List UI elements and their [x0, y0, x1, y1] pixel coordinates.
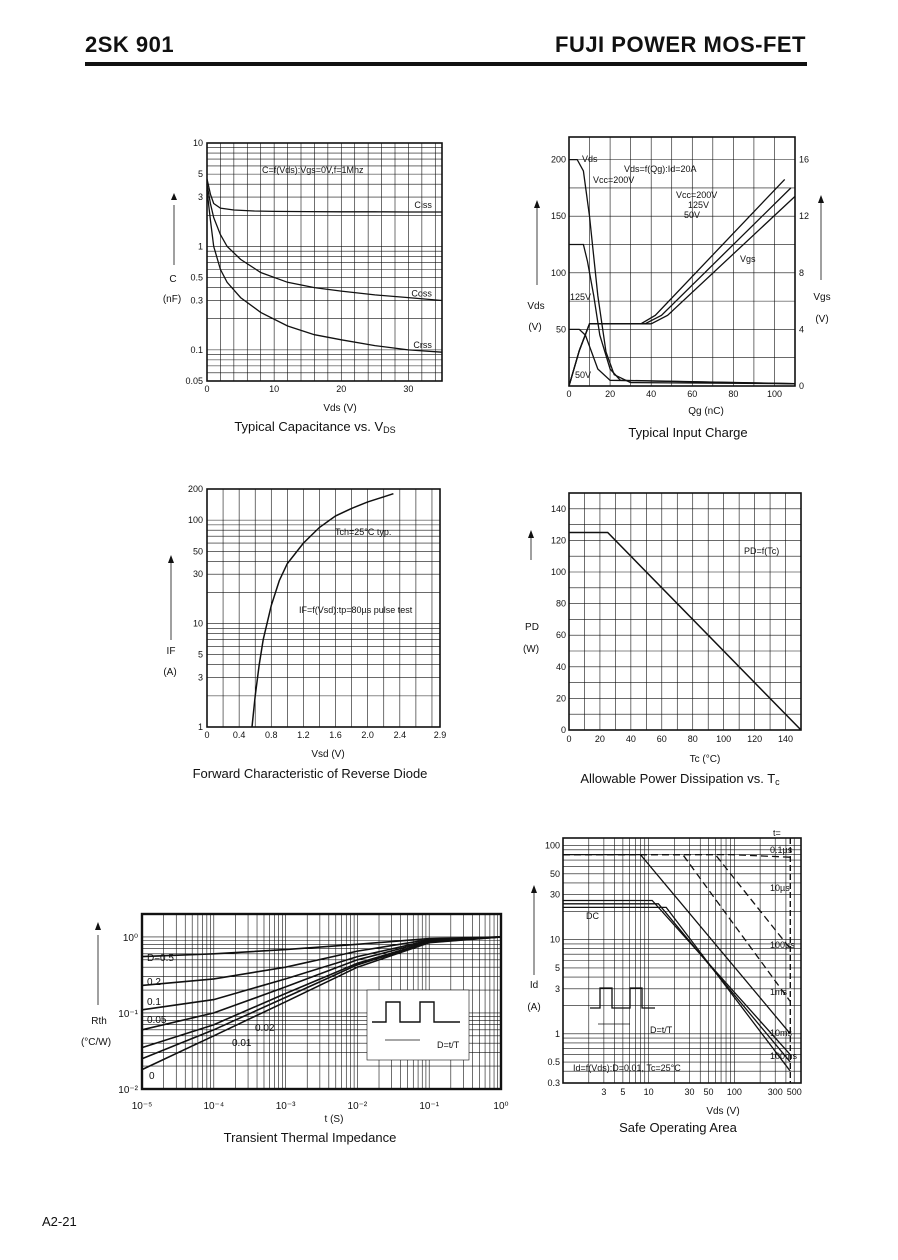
- qg-xtick-2: 40: [646, 389, 657, 399]
- cap-xtick-3: 30: [403, 384, 414, 394]
- qg-series-vgs-125v: [569, 188, 791, 386]
- cap-series-label-ciss: Ciss: [414, 200, 432, 211]
- pd-axis-arrow-head: [528, 530, 534, 538]
- soa-inset-label: D=t/T: [650, 1025, 673, 1035]
- diode-xtick-6: 2.4: [393, 730, 407, 740]
- pd-ylabel: PD: [525, 622, 539, 633]
- qg-annotation: Vds=f(Qg):Id=20A: [624, 164, 697, 174]
- qg-curve-label-6: 50V: [575, 370, 592, 380]
- soa-axis-arrow-head: [531, 885, 537, 893]
- qg-title: Typical Input Charge: [628, 425, 748, 440]
- diode-annotation-temp: Tch=25°C typ.: [335, 527, 392, 537]
- diode-xtick-5: 2.0: [361, 730, 374, 740]
- qg-ytick-right-0: 0: [799, 381, 805, 391]
- chart-power-dissipation: [523, 493, 801, 787]
- soa-t-label: t=: [773, 828, 781, 838]
- diode-ylabel: IF: [166, 646, 176, 657]
- qg-ytick-right-4: 16: [799, 154, 810, 165]
- diode-axis-arrow-head: [168, 555, 174, 563]
- qg-xtick-5: 100: [766, 389, 782, 399]
- soa-title: Safe Operating Area: [619, 1120, 737, 1135]
- zth-series-label-d-0-5: D=0.5: [147, 953, 174, 964]
- soa-pulse-label-1: 10µs: [770, 883, 790, 893]
- cap-series-coss: [207, 184, 442, 300]
- zth-axis-arrow-head: [95, 922, 101, 930]
- pd-ytick-5: 100: [550, 567, 566, 577]
- soa-xtick-7: 500: [786, 1087, 802, 1097]
- cap-series-label-crss: Crss: [413, 340, 432, 351]
- diode-xlabel: Vsd (V): [311, 749, 345, 760]
- pd-ytick-1: 20: [555, 693, 566, 704]
- diode-ytick-2: 50: [192, 546, 203, 557]
- cap-ylabel: C: [169, 274, 177, 285]
- qg-xtick-4: 80: [728, 389, 739, 399]
- datasheet-title: FUJI POWER MOS-FET: [555, 32, 806, 57]
- pd-xlabel: Tc (°C): [689, 754, 721, 765]
- soa-series-10-s: [563, 855, 790, 949]
- soa-ytick-0: 100: [544, 840, 560, 851]
- pd-xtick-1: 20: [594, 734, 605, 744]
- soa-ytick-7: 0.5: [547, 1057, 560, 1068]
- soa-ylabel-unit: (A): [527, 1002, 541, 1013]
- soa-pulse-label-3: 1ms: [770, 987, 788, 997]
- zth-xtick-3: 10⁻²: [347, 1101, 368, 1112]
- cap-frame: [207, 143, 442, 381]
- qg-xlabel: Qg (nC): [688, 406, 724, 417]
- cap-xlabel: Vds (V): [323, 403, 357, 414]
- qg-ytick-right-2: 8: [799, 267, 805, 278]
- qg-curve-label-0: Vds: [582, 154, 598, 164]
- zth-series-label-0-01: 0.01: [232, 1038, 252, 1049]
- qg-xtick-3: 60: [687, 389, 698, 399]
- zth-series-label-0-2: 0.2: [147, 977, 161, 988]
- cap-ytick-0: 10: [192, 138, 203, 148]
- cap-series-crss: [207, 190, 442, 352]
- soa-pulse-label-2: 100µs: [770, 940, 795, 950]
- pd-ytick-3: 60: [555, 630, 566, 641]
- pd-ytick-0: 0: [560, 725, 566, 735]
- pd-ytick-7: 140: [550, 503, 566, 514]
- soa-pulse-label-5: 100ms: [770, 1051, 798, 1061]
- chart-safe-operating-area: [527, 828, 801, 1135]
- diode-xtick-1: 0.4: [232, 730, 246, 740]
- pd-series-pd: [569, 533, 801, 731]
- qg-ytick-left-3: 200: [550, 154, 566, 165]
- pd-xtick-5: 100: [716, 734, 732, 744]
- cap-axis-arrow-head: [171, 193, 177, 200]
- page-code: A2-21: [42, 1214, 77, 1229]
- zth-xlabel: t (S): [324, 1114, 344, 1125]
- zth-series-label-0-05: 0.05: [147, 1015, 167, 1026]
- pd-xtick-4: 80: [687, 734, 698, 744]
- cap-ytick-3: 1: [197, 241, 203, 252]
- soa-ytick-6: 1: [554, 1028, 560, 1039]
- pd-ytick-6: 120: [550, 535, 566, 546]
- qg-right-axis-arrow-head: [818, 195, 824, 203]
- qg-series-vds-50v: [569, 329, 795, 383]
- qg-left-axis-arrow-head: [534, 200, 540, 208]
- chart-capacitance: [163, 138, 442, 435]
- qg-ytick-right-1: 4: [799, 324, 805, 335]
- soa-series-10ms: [563, 901, 790, 1055]
- qg-xtick-1: 20: [605, 389, 616, 399]
- soa-xtick-6: 300: [767, 1087, 783, 1097]
- zth-xtick-4: 10⁻¹: [419, 1101, 440, 1112]
- cap-xtick-2: 20: [336, 384, 347, 394]
- cap-series-label-coss: Coss: [411, 288, 432, 299]
- cap-ytick-5: 0.3: [190, 295, 203, 306]
- cap-ylabel-unit: (nF): [162, 294, 182, 305]
- soa-pulse-label-0: 0.1µs: [770, 845, 793, 855]
- pd-xtick-0: 0: [566, 734, 572, 744]
- cap-ytick-1: 5: [197, 169, 203, 180]
- zth-ytick-2: 10⁻²: [118, 1085, 138, 1096]
- qg-ylabel-left-unit: (V): [528, 322, 542, 333]
- zth-xtick-0: 10⁻⁵: [131, 1101, 153, 1112]
- soa-pulse-label-4: 10ms: [770, 1028, 793, 1038]
- pd-xtick-6: 120: [747, 734, 763, 744]
- soa-ytick-4: 5: [554, 962, 560, 973]
- diode-ytick-6: 3: [197, 672, 203, 683]
- qg-ytick-right-3: 12: [799, 211, 810, 222]
- diode-ytick-5: 5: [197, 649, 203, 660]
- soa-xtick-1: 5: [620, 1087, 626, 1097]
- zth-ytick-1: 10⁻¹: [118, 1008, 138, 1020]
- pd-xtick-7: 140: [778, 734, 794, 744]
- diode-xtick-2: 0.8: [265, 730, 278, 740]
- qg-xtick-0: 0: [566, 389, 572, 399]
- zth-ytick-0: 10⁰: [122, 932, 138, 944]
- cap-annotation: C=f(Vds):Vgs=0V,f=1Mhz: [262, 165, 364, 175]
- soa-xtick-3: 30: [684, 1087, 695, 1097]
- qg-curve-label-2: Vcc=200V: [676, 190, 718, 200]
- diode-xtick-3: 1.2: [297, 730, 310, 740]
- qg-ytick-left-0: 50: [555, 324, 566, 335]
- soa-ytick-3: 10: [549, 934, 560, 945]
- soa-xtick-4: 50: [703, 1087, 714, 1097]
- soa-ytick-5: 3: [554, 983, 560, 994]
- zth-series-label-0-02: 0.02: [255, 1023, 275, 1034]
- qg-ylabel-right: Vgs: [813, 292, 831, 303]
- soa-xtick-5: 100: [726, 1087, 742, 1097]
- part-number: 2SK 901: [85, 32, 175, 57]
- soa-ytick-8: 0.3: [547, 1078, 560, 1088]
- cap-ytick-6: 0.1: [190, 344, 203, 355]
- qg-curve-label-7: Vgs: [740, 254, 756, 264]
- qg-ylabel-left: Vds: [527, 301, 545, 312]
- cap-ytick-7: 0.05: [185, 376, 203, 386]
- cap-ytick-4: 0.5: [190, 272, 203, 283]
- chart-input-charge: [527, 137, 830, 440]
- pd-ytick-4: 80: [555, 598, 566, 609]
- pd-ylabel-unit: (W): [522, 644, 540, 655]
- soa-annotation: Id=f(Vds):D=0.01, Tc=25°C: [573, 1063, 681, 1073]
- diode-ylabel-unit: (A): [163, 667, 177, 678]
- zth-ylabel: Rth: [91, 1016, 107, 1027]
- cap-xtick-0: 0: [204, 384, 210, 394]
- pd-xtick-3: 60: [656, 734, 667, 744]
- soa-dc-label: DC: [586, 911, 599, 921]
- diode-xtick-7: 2.9: [433, 730, 447, 740]
- zth-xtick-5: 10⁰: [493, 1101, 509, 1112]
- cap-title-subscript: DS: [383, 425, 396, 435]
- cap-xtick-1: 10: [269, 384, 280, 394]
- diode-title: Forward Characteristic of Reverse Diode: [192, 766, 428, 781]
- soa-ytick-2: 30: [549, 889, 560, 900]
- qg-curve-label-5: 125V: [570, 292, 592, 302]
- soa-series-dc: [563, 907, 790, 1071]
- chart-thermal-impedance: [81, 914, 509, 1145]
- qg-ylabel-right-unit: (V): [815, 314, 829, 325]
- zth-series-label-0: 0: [149, 1071, 155, 1082]
- diode-ytick-1: 100: [187, 515, 203, 526]
- diode-xtick-4: 1.6: [329, 730, 342, 740]
- cap-title: Typical Capacitance vs. VDS: [234, 419, 396, 435]
- qg-curve-label-1: Vcc=200V: [593, 175, 635, 185]
- qg-ytick-left-1: 100: [550, 267, 566, 278]
- pd-title-subscript: c: [775, 777, 780, 787]
- soa-ytick-1: 50: [549, 868, 560, 879]
- zth-xtick-1: 10⁻⁴: [203, 1101, 225, 1112]
- soa-inset-pulse: [590, 988, 655, 1008]
- qg-series-vds-125v: [569, 245, 795, 384]
- qg-series-vgs-200v: [569, 179, 785, 386]
- zth-series-label-0-1: 0.1: [147, 997, 161, 1008]
- cap-ytick-2: 3: [197, 192, 203, 203]
- soa-xtick-2: 10: [643, 1087, 654, 1097]
- diode-annotation-test: IF=f(Vsd):tp=80µs pulse test: [299, 605, 413, 615]
- soa-xtick-0: 3: [601, 1087, 607, 1097]
- pd-xtick-2: 40: [625, 734, 636, 744]
- chart-diode-forward: [163, 484, 446, 781]
- qg-ytick-left-2: 150: [550, 211, 566, 222]
- zth-ylabel-unit: (°C/W): [80, 1037, 112, 1048]
- pd-title: Allowable Power Dissipation vs. Tc: [580, 771, 780, 787]
- diode-ytick-7: 1: [197, 722, 203, 732]
- zth-inset-label: D=t/T: [437, 1040, 460, 1050]
- qg-curve-label-3: 125V: [688, 200, 710, 210]
- diode-ytick-0: 200: [187, 484, 203, 494]
- pd-ytick-2: 40: [555, 661, 566, 672]
- diode-ytick-3: 30: [192, 569, 203, 580]
- zth-title: Transient Thermal Impedance: [223, 1130, 397, 1145]
- pd-annotation: PD=f(Tc): [744, 546, 780, 556]
- soa-ylabel: Id: [529, 980, 539, 991]
- soa-xlabel: Vds (V): [706, 1106, 740, 1117]
- diode-ytick-4: 10: [192, 618, 203, 629]
- zth-xtick-2: 10⁻³: [275, 1101, 296, 1112]
- diode-xtick-0: 0: [204, 730, 210, 740]
- qg-curve-label-4: 50V: [684, 210, 701, 220]
